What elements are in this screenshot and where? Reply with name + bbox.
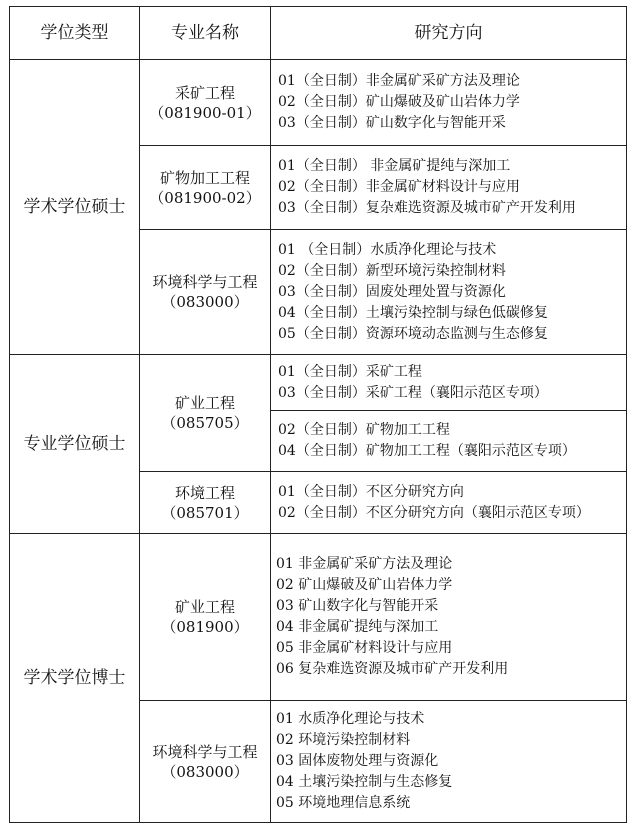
major-code: （081900-01） [149, 103, 261, 122]
major-code: （085705） [161, 414, 249, 432]
direction-list [278, 355, 622, 410]
direction-item: 03（全日制）固废处理处置与资源化 [278, 283, 506, 300]
direction-list [276, 534, 622, 700]
direction-list [278, 472, 622, 533]
direction-item: 01（全日制） 非金属矿提纯与深加工 [278, 158, 511, 174]
degree-type-cell: 学术学位硕士 [23, 197, 126, 217]
major-name: 环境科学与工程 [152, 273, 258, 291]
major-cell [140, 472, 270, 533]
direction-list [278, 411, 622, 471]
direction-list [278, 60, 622, 145]
major-name: 矿业工程 [174, 598, 235, 616]
major-name: 采矿工程 [174, 83, 235, 102]
direction-list [278, 230, 622, 354]
header-major-name: 专业名称 [171, 23, 239, 43]
direction-item: 04（全日制）矿物加工工程（襄阳示范区专项） [278, 443, 576, 459]
major-name: 矿物加工工程 [159, 168, 250, 187]
rule [9, 822, 627, 823]
degree-type-cell: 学术学位博士 [23, 668, 126, 688]
direction-item: 05 环境地理信息系统 [276, 795, 411, 811]
major-cell [140, 355, 270, 471]
direction-item: 02（全日制）矿物加工工程 [278, 422, 450, 438]
direction-item: 05 非金属矿材料设计与应用 [276, 640, 453, 656]
direction-item: 05（全日制）资源环境动态监测与生态修复 [278, 325, 548, 342]
major-code: （085701） [161, 503, 249, 522]
direction-item: 01 非金属矿采矿方法及理论 [276, 556, 453, 572]
header-degree-type: 学位类型 [40, 23, 109, 43]
direction-item: 06 复杂难选资源及城市矿产开发利用 [276, 661, 509, 677]
direction-item: 03（全日制）复杂难选资源及城市矿产开发利用 [278, 200, 576, 216]
major-name: 环境工程 [174, 483, 235, 502]
direction-item: 04（全日制）土壤污染控制与绿色低碳修复 [278, 304, 548, 321]
direction-item: 02 矿山爆破及矿山岩体力学 [276, 577, 453, 593]
major-code: （083000） [161, 293, 249, 311]
direction-item: 02（全日制）非金属矿材料设计与应用 [278, 179, 520, 195]
direction-item: 02（全日制）不区分研究方向（襄阳示范区专项） [278, 504, 590, 521]
direction-item: 02 环境污染控制材料 [276, 732, 411, 748]
header-research-direction: 研究方向 [414, 23, 483, 43]
direction-list [278, 146, 622, 229]
direction-item: 01（全日制）采矿工程 [278, 363, 422, 380]
major-name: 矿业工程 [174, 394, 235, 412]
major-cell [140, 701, 270, 822]
major-code: （081900） [161, 618, 249, 636]
direction-item: 03（全日制）矿山数字化与智能开采 [278, 115, 506, 131]
direction-item: 02（全日制）矿山爆破及矿山岩体力学 [278, 94, 520, 110]
direction-item: 02（全日制）新型环境污染控制材料 [278, 262, 506, 279]
major-code: （083000） [161, 762, 249, 781]
major-cell [140, 230, 270, 354]
direction-item: 01 水质净化理论与技术 [276, 711, 425, 727]
major-name: 环境科学与工程 [152, 742, 258, 761]
direction-item: 01 （全日制）水质净化理论与技术 [278, 241, 497, 258]
rule [270, 6, 271, 823]
direction-item: 03（全日制）采矿工程（襄阳示范区专项） [278, 384, 548, 401]
direction-item: 04 非金属矿提纯与深加工 [276, 619, 439, 635]
major-cell [140, 60, 270, 145]
direction-item: 03 矿山数字化与智能开采 [276, 598, 439, 614]
direction-item: 01（全日制）不区分研究方向 [278, 483, 464, 500]
direction-item: 04 土壤污染控制与生态修复 [276, 774, 453, 790]
major-cell [140, 146, 270, 229]
degree-type-cell: 专业学位硕士 [23, 434, 126, 454]
major-cell [140, 534, 270, 700]
major-code: （081900-02） [149, 188, 261, 207]
rule [626, 6, 627, 823]
direction-item: 03 固体废物处理与资源化 [276, 753, 439, 769]
direction-list [276, 701, 622, 822]
direction-item: 01（全日制）非金属矿采矿方法及理论 [278, 73, 520, 89]
